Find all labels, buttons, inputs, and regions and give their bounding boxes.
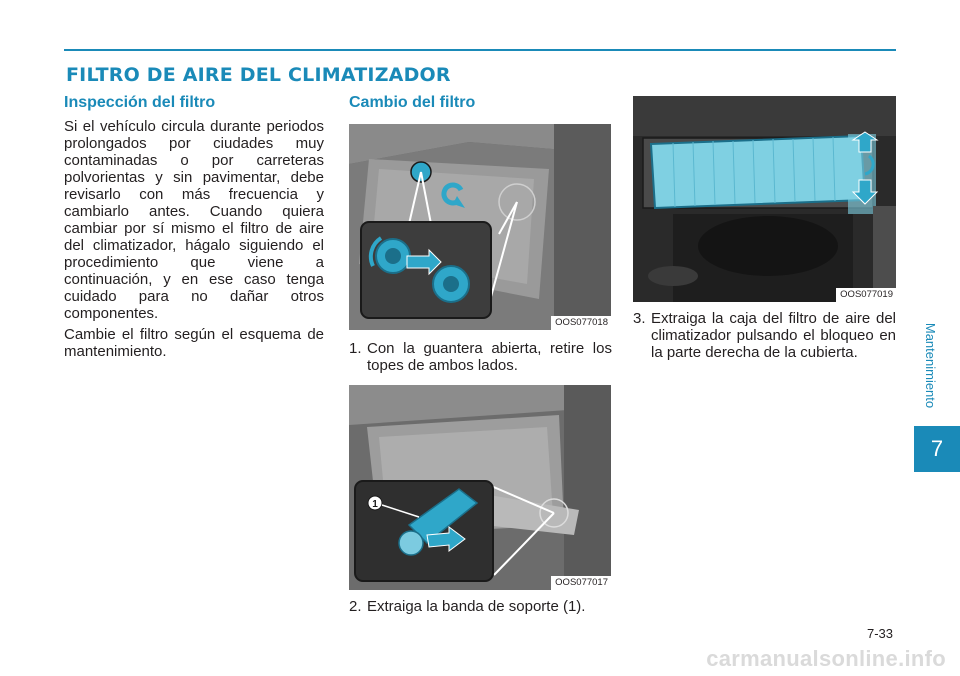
section-title: FILTRO DE AIRE DEL CLIMATIZADOR	[66, 64, 451, 86]
figure-glovebox-stoppers	[349, 124, 611, 330]
filter-housing-illustration	[633, 96, 896, 302]
support-strap-illustration	[349, 385, 611, 590]
step-number: 2.	[349, 598, 362, 615]
step-2	[349, 598, 612, 615]
step-1	[349, 340, 612, 374]
step-text: Extraiga la caja del filtro de aire del climatizador pulsando el bloqueo en la parte derecha de la cubierta.	[651, 310, 896, 361]
side-section-label-text: Mantenimiento	[923, 322, 939, 408]
step-3	[633, 310, 896, 361]
figure-code: OOS077018	[551, 316, 611, 330]
step-text: Extraiga la banda de soporte (1).	[367, 598, 586, 615]
step-number: 3.	[633, 310, 646, 327]
chapter-tab: 7	[914, 426, 960, 472]
figure-filter-housing	[633, 96, 896, 302]
inspection-paragraph: Cambie el filtro según el esquema de mantenimiento.	[64, 326, 324, 360]
callout-number: 1	[372, 499, 378, 510]
side-section-label	[922, 300, 940, 430]
glovebox-stopper-illustration	[349, 124, 611, 330]
top-rule	[64, 49, 896, 51]
watermark: carmanualsonline.info	[706, 646, 946, 671]
figure-support-strap	[349, 385, 611, 590]
inspection-paragraph: Si el vehículo circula durante periodos prolongados por ciudades muy contaminadas o por carreteras polvorientas y sin pavimentar, debe revisarlo con más frecuencia y cambiarlo antes. Cuando quiera cambiar por sí mismo el filtro de aire del climatizador, hágalo siguiendo el procedimiento que viene a continuación, y en ese caso tenga cuidado para no dañar otros componentes.	[64, 118, 324, 322]
page-number: 7-33	[866, 626, 893, 641]
step-text: Con la guantera abierta, retire los topes de ambos lados.	[367, 340, 612, 374]
figure-code: OOS077019	[836, 288, 896, 302]
figure-code: OOS077017	[551, 576, 611, 590]
replacement-title: Cambio del filtro	[349, 94, 476, 111]
inspection-title: Inspección del filtro	[64, 94, 216, 111]
step-number: 1.	[349, 340, 362, 357]
